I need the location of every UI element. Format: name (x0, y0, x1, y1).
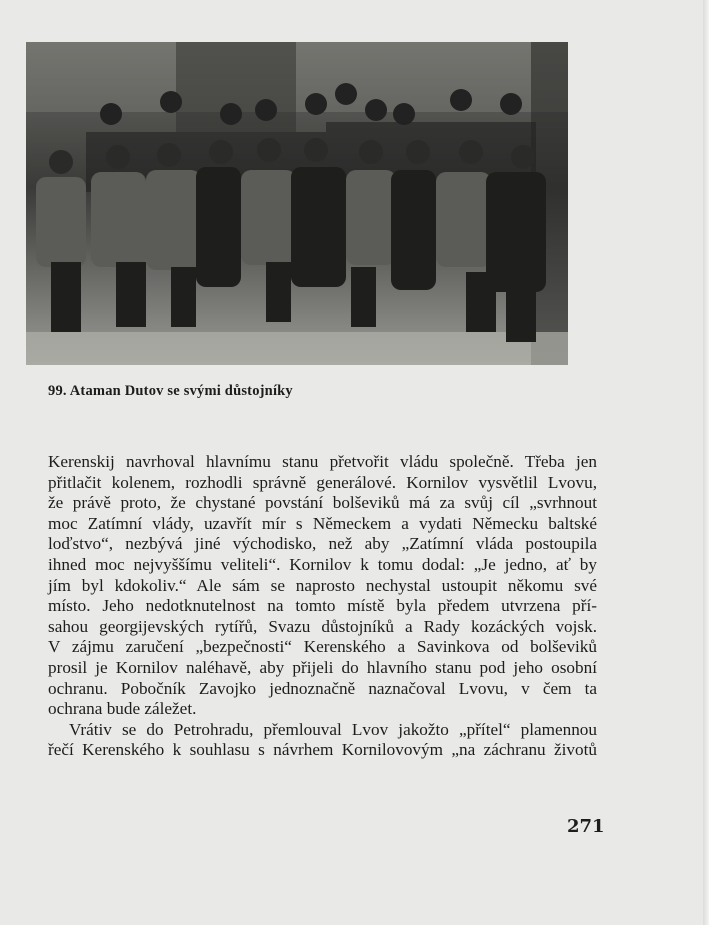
text-line: Kerenskij navrhoval hlavnímu stanu přetvořit vládu společně. Třeba jen (48, 452, 597, 471)
text-line: ochrana bude záležet. (48, 699, 197, 719)
paragraph-first-line: Vrátiv se do Petrohradu, přemlouval Lvov jakožto „přítel“ plamennou (69, 719, 597, 739)
text-line: moc Zatímní vlády, uzavřít mír s Německem a vydati Německu baltské (48, 513, 597, 533)
text-line: loďstvo“, nezbývá jiné východisko, než aby „Zatímní vláda postoupila (48, 534, 597, 554)
figure-caption-text: Ataman Dutov se svými důstojníky (69, 383, 293, 399)
text-line: prosil je Kornilov naléhavě, aby přijeli do hlavního stanu pod jeho osobní (48, 657, 597, 677)
text-line: že právě proto, že chystané povstání bolševiků má za svůj cíl „svrhnout (48, 493, 597, 513)
text-line: přitlačit kolenem, rozhodli správně generálové. Kornilov vysvětlil Lvovu, (48, 472, 597, 492)
text-line: řečí Kerenského k souhlasu s návrhem Kornilovovým „na záchranu životů (48, 740, 597, 760)
page-edge-shadow (703, 0, 709, 925)
text-line: jím byl kdokoliv.“ Ale sám se naprosto nechystal ustoupit někomu své (48, 575, 597, 595)
body-text (48, 452, 597, 761)
text-line: místo. Jeho nedotknutelnost na tomto místě byla předem utvrzena pří- (48, 596, 597, 616)
text-line: ihned moc nejvyššímu veliteli“. Kornilov k tomu dodal: „Je jedno, ať by (48, 554, 597, 574)
text-line: ochranu. Pobočník Zavojko jednoznačně naznačoval Lvovu, v čem ta (48, 678, 597, 698)
photo-image (26, 42, 568, 365)
figure-caption (48, 383, 293, 400)
figure-number: 99. (48, 383, 67, 399)
text-line: sahou georgijevských rytířů, Svazu důstojníků a Rady kozáckých vojsk. (48, 616, 597, 636)
page-number: 271 (567, 816, 605, 837)
text-line: V zájmu zaručení „bezpečnosti“ Kerenského a Savinkova od bolševiků (48, 637, 597, 657)
group-photograph (26, 42, 568, 365)
